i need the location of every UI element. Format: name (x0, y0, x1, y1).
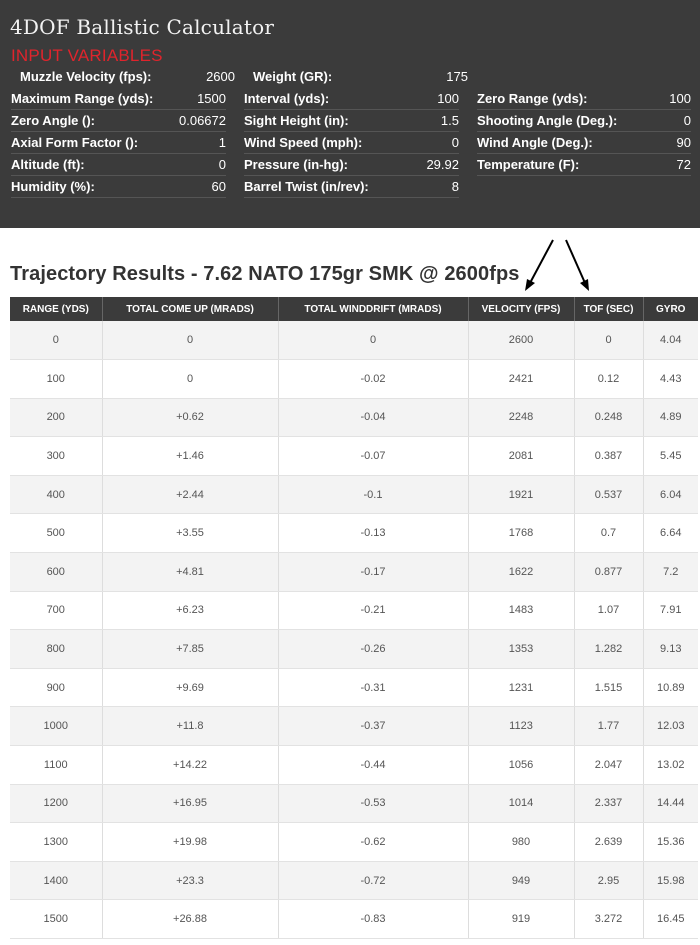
shooting-angle-label: Shooting Angle (Deg.): (477, 113, 618, 128)
table-row (10, 707, 698, 746)
zero-range-field[interactable] (477, 88, 691, 110)
gyro-cell: 10.89 (643, 668, 698, 707)
input-variables-heading: INPUT VARIABLES (11, 46, 163, 65)
pressure-label: Pressure (in-hg): (244, 157, 349, 172)
velocity-cell: 1014 (468, 784, 574, 823)
gyro-cell: 4.43 (643, 360, 698, 399)
table-row (10, 746, 698, 785)
barrel-twist-field[interactable] (244, 176, 459, 198)
come-up-cell: +6.23 (102, 591, 278, 630)
arrow-right-head (580, 279, 589, 291)
range-cell: 200 (10, 398, 102, 437)
gyro-cell: 4.89 (643, 398, 698, 437)
gyro-cell: 6.64 (643, 514, 698, 553)
gyro-cell: 15.98 (643, 861, 698, 900)
table-row (10, 861, 698, 900)
pressure-value[interactable]: 29.92 (426, 157, 459, 172)
velocity-cell: 1231 (468, 668, 574, 707)
winddrift-cell: -0.72 (278, 861, 468, 900)
gyro-cell: 4.04 (643, 321, 698, 360)
come-up-cell: +0.62 (102, 398, 278, 437)
tof-cell: 2.95 (574, 861, 643, 900)
sight-height-value[interactable]: 1.5 (440, 113, 459, 128)
gyro-cell: 15.36 (643, 823, 698, 862)
weight-field[interactable] (253, 66, 468, 88)
tof-cell: 0.877 (574, 553, 643, 592)
winddrift-cell: -0.02 (278, 360, 468, 399)
column-header-velocity[interactable]: VELOCITY (FPS) (468, 297, 574, 321)
tof-cell: 0.12 (574, 360, 643, 399)
winddrift-cell: -0.53 (278, 784, 468, 823)
come-up-cell: +2.44 (102, 475, 278, 514)
range-cell: 500 (10, 514, 102, 553)
winddrift-cell: -0.21 (278, 591, 468, 630)
arrow-down-pair-icon (510, 236, 600, 296)
range-cell: 300 (10, 437, 102, 476)
velocity-cell: 1483 (468, 591, 574, 630)
temperature-label: Temperature (F): (477, 157, 580, 172)
tof-cell: 3.272 (574, 900, 643, 939)
come-up-cell: +3.55 (102, 514, 278, 553)
shooting-angle-value[interactable]: 0 (683, 113, 691, 128)
come-up-cell: +4.81 (102, 553, 278, 592)
interval-value[interactable]: 100 (437, 91, 459, 106)
app-title: 4DOF Ballistic Calculator (10, 15, 275, 39)
gyro-cell: 14.44 (643, 784, 698, 823)
velocity-cell: 949 (468, 861, 574, 900)
velocity-cell: 2081 (468, 437, 574, 476)
table-row (10, 553, 698, 592)
zero-angle-field[interactable] (11, 110, 226, 132)
table-row (10, 475, 698, 514)
table-row (10, 514, 698, 553)
sight-height-label: Sight Height (in): (244, 113, 349, 128)
come-up-cell: +9.69 (102, 668, 278, 707)
winddrift-cell: -0.62 (278, 823, 468, 862)
come-up-cell: 0 (102, 360, 278, 399)
winddrift-cell: 0 (278, 321, 468, 360)
wind-speed-value[interactable]: 0 (451, 135, 459, 150)
zero-range-label: Zero Range (yds): (477, 91, 588, 106)
wind-speed-field[interactable] (244, 132, 459, 154)
table-row (10, 437, 698, 476)
winddrift-cell: -0.04 (278, 398, 468, 437)
range-cell: 800 (10, 630, 102, 669)
gyro-cell: 7.91 (643, 591, 698, 630)
table-body (10, 321, 698, 939)
sight-height-field[interactable] (244, 110, 459, 132)
table-row (10, 591, 698, 630)
velocity-cell: 1056 (468, 746, 574, 785)
tof-cell: 1.282 (574, 630, 643, 669)
wind-angle-value[interactable]: 90 (676, 135, 691, 150)
winddrift-cell: -0.17 (278, 553, 468, 592)
zero-angle-label: Zero Angle (): (11, 113, 96, 128)
interval-field[interactable] (244, 88, 459, 110)
velocity-cell: 2248 (468, 398, 574, 437)
winddrift-cell: -0.37 (278, 707, 468, 746)
column-header-come-up[interactable]: TOTAL COME UP (MRADS) (102, 297, 278, 321)
interval-label: Interval (yds): (244, 91, 330, 106)
come-up-cell: +19.98 (102, 823, 278, 862)
range-cell: 0 (10, 321, 102, 360)
table-row (10, 398, 698, 437)
come-up-cell: 0 (102, 321, 278, 360)
range-cell: 900 (10, 668, 102, 707)
muzzle-velocity-label: Muzzle Velocity (fps): (20, 69, 152, 84)
tof-cell: 1.07 (574, 591, 643, 630)
arrow-left-head (525, 279, 535, 291)
barrel-twist-value[interactable]: 8 (451, 179, 459, 194)
table-row (10, 823, 698, 862)
come-up-cell: +14.22 (102, 746, 278, 785)
winddrift-cell: -0.26 (278, 630, 468, 669)
gyro-cell: 6.04 (643, 475, 698, 514)
tof-cell: 1.77 (574, 707, 643, 746)
range-cell: 100 (10, 360, 102, 399)
velocity-cell: 919 (468, 900, 574, 939)
muzzle-velocity-value[interactable]: 2600 (206, 69, 235, 84)
winddrift-cell: -0.07 (278, 437, 468, 476)
gyro-cell: 16.45 (643, 900, 698, 939)
range-cell: 400 (10, 475, 102, 514)
tof-cell: 0 (574, 321, 643, 360)
winddrift-cell: -0.13 (278, 514, 468, 553)
range-cell: 600 (10, 553, 102, 592)
come-up-cell: +16.95 (102, 784, 278, 823)
axial-form-factor-value[interactable]: 1 (218, 135, 226, 150)
gyro-cell: 9.13 (643, 630, 698, 669)
results-title: Trajectory Results - 7.62 NATO 175gr SMK @ 2600fps (10, 263, 520, 285)
muzzle-velocity-field[interactable] (20, 66, 235, 88)
column-header-range[interactable]: RANGE (YDS) (10, 297, 102, 321)
tof-cell: 0.7 (574, 514, 643, 553)
range-cell: 1400 (10, 861, 102, 900)
shooting-angle-field[interactable] (477, 110, 691, 132)
axial-form-factor-field[interactable] (11, 132, 226, 154)
gyro-cell: 7.2 (643, 553, 698, 592)
table-row (10, 360, 698, 399)
trajectory-results-table (10, 297, 698, 939)
come-up-cell: +26.88 (102, 900, 278, 939)
winddrift-cell: -0.1 (278, 475, 468, 514)
table-row (10, 321, 698, 360)
column-header-winddrift[interactable]: TOTAL WINDDRIFT (MRADS) (278, 297, 468, 321)
arrow-left-shaft (530, 240, 553, 283)
wind-angle-field[interactable] (477, 132, 691, 154)
tof-cell: 0.248 (574, 398, 643, 437)
tof-cell: 2.047 (574, 746, 643, 785)
humidity-value[interactable]: 60 (211, 179, 226, 194)
wind-angle-label: Wind Angle (Deg.): (477, 135, 593, 150)
velocity-cell: 1921 (468, 475, 574, 514)
maximum-range-value[interactable]: 1500 (197, 91, 226, 106)
zero-range-value[interactable]: 100 (669, 91, 691, 106)
tof-cell: 2.337 (574, 784, 643, 823)
gyro-cell: 5.45 (643, 437, 698, 476)
weight-value[interactable]: 175 (446, 69, 468, 84)
range-cell: 1500 (10, 900, 102, 939)
velocity-cell: 1123 (468, 707, 574, 746)
altitude-field[interactable] (11, 154, 226, 176)
input-panel (0, 0, 700, 228)
humidity-field[interactable] (11, 176, 226, 198)
tof-cell: 0.537 (574, 475, 643, 514)
winddrift-cell: -0.83 (278, 900, 468, 939)
maximum-range-field[interactable] (11, 88, 226, 110)
velocity-cell: 2600 (468, 321, 574, 360)
range-cell: 700 (10, 591, 102, 630)
range-cell: 1300 (10, 823, 102, 862)
tof-cell: 0.387 (574, 437, 643, 476)
altitude-label: Altitude (ft): (11, 157, 85, 172)
column-header-gyro[interactable]: GYRO (643, 297, 698, 321)
pressure-field[interactable] (244, 154, 459, 176)
velocity-cell: 980 (468, 823, 574, 862)
wind-speed-label: Wind Speed (mph): (244, 135, 363, 150)
tof-cell: 2.639 (574, 823, 643, 862)
maximum-range-label: Maximum Range (yds): (11, 91, 154, 106)
come-up-cell: +11.8 (102, 707, 278, 746)
velocity-cell: 1353 (468, 630, 574, 669)
humidity-label: Humidity (%): (11, 179, 95, 194)
tof-cell: 1.515 (574, 668, 643, 707)
come-up-cell: +7.85 (102, 630, 278, 669)
velocity-cell: 1768 (468, 514, 574, 553)
range-cell: 1100 (10, 746, 102, 785)
column-header-tof[interactable]: TOF (SEC) (574, 297, 643, 321)
temperature-value[interactable]: 72 (676, 157, 691, 172)
winddrift-cell: -0.44 (278, 746, 468, 785)
altitude-value[interactable]: 0 (218, 157, 226, 172)
gyro-cell: 12.03 (643, 707, 698, 746)
velocity-cell: 1622 (468, 553, 574, 592)
gyro-cell: 13.02 (643, 746, 698, 785)
table-row (10, 668, 698, 707)
weight-label: Weight (GR): (253, 69, 333, 84)
table-row (10, 630, 698, 669)
velocity-cell: 2421 (468, 360, 574, 399)
axial-form-factor-label: Axial Form Factor (): (11, 135, 139, 150)
arrow-right-shaft (566, 240, 585, 283)
table-row (10, 784, 698, 823)
table-header-row (10, 297, 698, 321)
table-row (10, 900, 698, 939)
barrel-twist-label: Barrel Twist (in/rev): (244, 179, 369, 194)
range-cell: 1200 (10, 784, 102, 823)
zero-angle-value[interactable]: 0.06672 (179, 113, 226, 128)
range-cell: 1000 (10, 707, 102, 746)
winddrift-cell: -0.31 (278, 668, 468, 707)
come-up-cell: +1.46 (102, 437, 278, 476)
temperature-field[interactable] (477, 154, 691, 176)
come-up-cell: +23.3 (102, 861, 278, 900)
